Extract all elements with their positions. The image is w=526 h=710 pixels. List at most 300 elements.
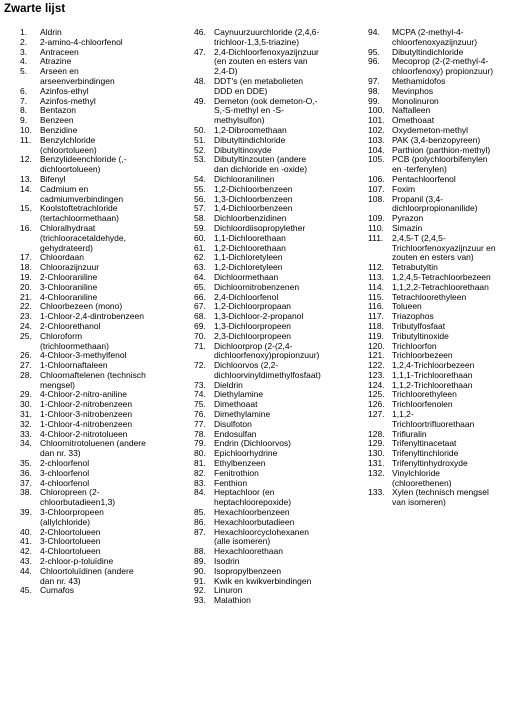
item-number: 120. bbox=[368, 340, 385, 351]
item-number: 4. bbox=[20, 56, 28, 67]
list-item bbox=[20, 586, 192, 596]
item-text: Fenthion bbox=[214, 477, 248, 488]
list-item bbox=[20, 224, 192, 253]
list-item bbox=[20, 136, 192, 156]
item-number: 81. bbox=[194, 458, 206, 469]
list-item bbox=[20, 488, 192, 508]
item-text: Chloorbezeen (mono) bbox=[40, 301, 123, 312]
item-text: PCB (polychloorbifenylen en -terfenylen) bbox=[392, 154, 488, 175]
item-text: Dimethylamine bbox=[214, 409, 271, 420]
item-text: Chloralhydraat (trichlooracetaldehyde, gehydrateerd) bbox=[40, 222, 126, 253]
item-text: Heptachloor (en heptachloorepoxide) bbox=[214, 487, 292, 508]
item-number: 102. bbox=[368, 124, 385, 135]
item-number: 87. bbox=[194, 526, 206, 537]
item-text: 2-amino-4-chloorfenol bbox=[40, 36, 123, 47]
item-number: 117. bbox=[368, 311, 384, 322]
item-text: 1,1,2,2-Tetrachloorethaan bbox=[392, 281, 489, 292]
item-text: Benzylchloride (chloortolueen) bbox=[40, 134, 97, 155]
item-text: 2-Chlooraniline bbox=[40, 271, 98, 282]
item-text: Trichloorbezeen bbox=[392, 350, 453, 361]
item-text: 4-chloorfenol bbox=[40, 477, 90, 488]
item-number: 14. bbox=[20, 183, 32, 194]
item-text: Endrin (Dichloorvos) bbox=[214, 438, 291, 449]
item-text: MCPA (2-methyl-4- chloorfenoxyazijnzuur) bbox=[392, 27, 478, 47]
item-text: Simazin bbox=[392, 222, 423, 233]
item-text: 4-Chloortolueen bbox=[40, 546, 101, 557]
item-number: 8. bbox=[20, 105, 28, 116]
item-text: Trichloorfon bbox=[392, 340, 437, 351]
list-item bbox=[368, 410, 524, 430]
item-text: Chloornaftelenen (technisch mengsel) bbox=[40, 369, 146, 390]
item-text: Ethylbenzeen bbox=[214, 458, 266, 469]
list-item bbox=[20, 508, 192, 528]
item-number: 36. bbox=[20, 467, 32, 478]
item-number: 80. bbox=[194, 448, 206, 459]
item-number: 129. bbox=[368, 438, 385, 449]
item-number: 20. bbox=[20, 281, 32, 292]
item-text: Hexachloorethaan bbox=[214, 546, 283, 557]
item-number: 67. bbox=[194, 301, 206, 312]
item-text: 1-Chloor-2,4-dintrobenzeen bbox=[40, 311, 144, 322]
item-text: Azinfos-methyl bbox=[40, 95, 96, 106]
item-text: 1,2-Dichloorethaan bbox=[214, 242, 286, 253]
item-number: 35. bbox=[20, 458, 32, 469]
item-text: Trifenyltinacetaat bbox=[392, 438, 457, 449]
item-number: 10. bbox=[20, 124, 32, 135]
item-number: 123. bbox=[368, 369, 385, 380]
item-number: 79. bbox=[194, 438, 206, 449]
item-text: Demeton (ook demeton-O,- S,-S-methyl en -S- methylsulfon) bbox=[214, 95, 318, 126]
item-text: Tributylfosfaat bbox=[392, 320, 446, 331]
item-text: Arseen en arseenverbindingen bbox=[40, 66, 115, 86]
item-number: 15. bbox=[20, 203, 32, 214]
item-number: 127. bbox=[368, 409, 385, 420]
list-item bbox=[20, 439, 192, 459]
item-text: Dibutyltindichloride bbox=[214, 134, 286, 145]
item-number: 9. bbox=[20, 115, 28, 126]
list-item bbox=[20, 371, 192, 391]
item-number: 109. bbox=[368, 213, 385, 224]
list-column-1 bbox=[20, 28, 192, 596]
item-number: 99. bbox=[368, 95, 380, 106]
item-text: 1,1,2-Trichloorethaan bbox=[392, 379, 473, 390]
item-number: 133. bbox=[368, 487, 385, 498]
item-number: 72. bbox=[194, 360, 206, 371]
item-text: Naftalleen bbox=[392, 105, 431, 116]
item-number: 2. bbox=[20, 36, 28, 47]
item-text: Dibutyltinoxyde bbox=[214, 144, 272, 155]
item-text: Chloordaan bbox=[40, 252, 84, 263]
item-number: 62. bbox=[194, 252, 206, 263]
item-text: Benzidine bbox=[40, 124, 78, 135]
page-title: Zwarte lijst bbox=[4, 3, 66, 15]
item-text: Monolinuron bbox=[392, 95, 439, 106]
item-text: Kwik en kwikverbindingen bbox=[214, 575, 312, 586]
item-text: 1-Chloor-3-nitrobenzeen bbox=[40, 409, 133, 420]
item-text: 1,1-Dichloorethaan bbox=[214, 232, 286, 243]
item-text: DDT's (en metabolieten DDD en DDE) bbox=[214, 75, 304, 96]
item-text: Chloornitrotoluenen (andere dan nr. 33) bbox=[40, 438, 146, 459]
item-number: 122. bbox=[368, 360, 385, 371]
list-item bbox=[368, 195, 524, 215]
item-number: 116. bbox=[368, 301, 384, 312]
list-item bbox=[20, 185, 192, 205]
item-text: Chloortoluïdinen (andere dan nr. 43) bbox=[40, 565, 134, 586]
item-number: 130. bbox=[368, 448, 385, 459]
item-number: 118. bbox=[368, 320, 384, 331]
item-text: 4-Chlooraniline bbox=[40, 291, 98, 302]
item-text: Chloropreen (2- chloorbutadieen1,3) bbox=[40, 487, 116, 508]
item-text: Tetrabutyltin bbox=[392, 262, 438, 273]
item-number: 38. bbox=[20, 487, 32, 498]
list-item bbox=[20, 204, 192, 224]
item-text: 1,2-Dichloorbenzeen bbox=[214, 183, 293, 194]
item-text: 1,1,2- Trichloortrifluorethaan bbox=[392, 409, 475, 429]
item-number: 113. bbox=[368, 271, 384, 282]
item-number: 70. bbox=[194, 330, 206, 341]
item-text: Trifenyltinhydroxyde bbox=[392, 458, 468, 469]
list-item bbox=[194, 48, 366, 77]
item-number: 55. bbox=[194, 183, 206, 194]
item-number: 49. bbox=[194, 95, 206, 106]
item-number: 101. bbox=[368, 115, 385, 126]
item-text: Mevinphos bbox=[392, 85, 434, 96]
list-item bbox=[194, 342, 366, 362]
item-number: 31. bbox=[20, 409, 32, 420]
item-text: 1,2-Dichloretyleen bbox=[214, 262, 283, 273]
item-number: 37. bbox=[20, 477, 32, 488]
item-number: 106. bbox=[368, 173, 385, 184]
item-text: 2-chloor-p-toluïdine bbox=[40, 556, 114, 567]
item-number: 132. bbox=[368, 467, 385, 478]
item-number: 95. bbox=[368, 46, 380, 57]
item-number: 48. bbox=[194, 75, 206, 86]
item-number: 12. bbox=[20, 154, 32, 165]
item-text: 1,1,1-Trichloorethaan bbox=[392, 369, 473, 380]
item-text: Dieldrin bbox=[214, 379, 243, 390]
item-text: 2,4,5-T (2,4,5- Trichloorfenoxyazijnzuur en zouten en esters van) bbox=[392, 232, 496, 263]
item-number: 111. bbox=[368, 232, 384, 243]
item-text: Hexachloorbutadieen bbox=[214, 516, 295, 527]
item-text: Chloroform (trichloormethaan) bbox=[40, 330, 109, 351]
item-text: Epichloorhydrine bbox=[214, 448, 278, 459]
item-number: 3. bbox=[20, 46, 28, 57]
item-number: 60. bbox=[194, 232, 206, 243]
item-text: 1,2-Dichloorpropaan bbox=[214, 301, 292, 312]
item-text: Xylen (technisch mengsel van isomeren) bbox=[392, 487, 489, 508]
item-number: 115. bbox=[368, 291, 384, 302]
item-text: 1,3-Dichloor-2-propanol bbox=[214, 311, 304, 322]
list-item bbox=[368, 28, 524, 48]
item-text: Parthion (parthion-methyl) bbox=[392, 144, 491, 155]
item-text: 1-Chloornaftaleen bbox=[40, 360, 108, 371]
item-number: 1. bbox=[20, 27, 28, 37]
item-number: 69. bbox=[194, 320, 206, 331]
item-text: 1,2-Dibroomethaan bbox=[214, 124, 287, 135]
item-text: Dimethoaat bbox=[214, 399, 258, 410]
list-item bbox=[20, 67, 192, 87]
item-text: Vinylchloride (chloorethenen) bbox=[392, 467, 452, 488]
item-number: 30. bbox=[20, 399, 32, 410]
item-number: 33. bbox=[20, 428, 32, 439]
list-item bbox=[194, 77, 366, 97]
item-number: 57. bbox=[194, 203, 206, 214]
item-text: Diethylamine bbox=[214, 389, 264, 400]
item-number: 83. bbox=[194, 477, 206, 488]
list-item bbox=[194, 361, 366, 381]
list-item bbox=[194, 155, 366, 175]
item-number: 61. bbox=[194, 242, 206, 253]
item-text: Dibutyltindichloride bbox=[392, 46, 464, 57]
item-number: 78. bbox=[194, 428, 206, 439]
item-text: Benzeen bbox=[40, 115, 74, 126]
item-text: Aldrin bbox=[40, 27, 62, 37]
list-item bbox=[20, 332, 192, 352]
item-text: Dichloorprop (2-(2,4- dichloorfenoxy)propionzuur) bbox=[214, 340, 320, 361]
item-text: Propanil (3,4- dichloorpropionanilide) bbox=[392, 193, 478, 214]
item-number: 27. bbox=[20, 360, 32, 371]
item-text: Chloorazijnzuur bbox=[40, 262, 100, 273]
item-number: 50. bbox=[194, 124, 206, 135]
item-text: 1,3-Dichloorpropeen bbox=[214, 320, 292, 331]
item-number: 104. bbox=[368, 144, 385, 155]
list-item bbox=[194, 488, 366, 508]
item-number: 47. bbox=[194, 46, 206, 57]
item-number: 107. bbox=[368, 183, 385, 194]
item-number: 92. bbox=[194, 585, 206, 596]
item-number: 51. bbox=[194, 134, 206, 145]
item-number: 121. bbox=[368, 350, 385, 361]
item-number: 26. bbox=[20, 350, 32, 361]
item-text: Dichloordiisopropylether bbox=[214, 222, 306, 233]
item-number: 65. bbox=[194, 281, 206, 292]
item-number: 63. bbox=[194, 262, 206, 273]
item-text: 2-chloorfenol bbox=[40, 458, 90, 469]
item-text: Atrazine bbox=[40, 56, 72, 67]
list-item bbox=[20, 567, 192, 587]
item-text: Dichloorvos (2,2- dichloorvinyldimethylfosfaat) bbox=[214, 360, 321, 380]
list-item bbox=[194, 97, 366, 126]
item-text: Oxydemeton-methyl bbox=[392, 124, 469, 135]
item-text: Trifluralin bbox=[392, 428, 427, 439]
item-text: Dichloormethaan bbox=[214, 271, 279, 282]
item-text: 1-Chloor-2-nitrobenzeen bbox=[40, 399, 133, 410]
item-number: 17. bbox=[20, 252, 32, 263]
item-text: Omethoaat bbox=[392, 115, 435, 126]
item-number: 45. bbox=[20, 585, 32, 596]
item-text: 2-Chloorethanol bbox=[40, 320, 101, 331]
item-number: 84. bbox=[194, 487, 206, 498]
item-number: 59. bbox=[194, 222, 206, 233]
item-number: 23. bbox=[20, 311, 32, 322]
list-item bbox=[194, 28, 366, 48]
item-text: Bifenyl bbox=[40, 173, 66, 184]
item-number: 93. bbox=[194, 595, 206, 606]
item-text: Cumafos bbox=[40, 585, 75, 596]
item-text: Tributyltinoxide bbox=[392, 330, 449, 341]
item-number: 46. bbox=[194, 27, 206, 37]
item-text: Trichloorethyleen bbox=[392, 389, 457, 400]
item-number: 71. bbox=[194, 340, 206, 351]
item-number: 39. bbox=[20, 507, 32, 518]
item-text: 2,4-Dichloorfenoxyazijnzuur (en zouten en esters van 2,4-D) bbox=[214, 46, 319, 77]
item-number: 86. bbox=[194, 516, 206, 527]
item-number: 68. bbox=[194, 311, 206, 322]
list-item bbox=[368, 469, 524, 489]
item-number: 77. bbox=[194, 418, 206, 429]
item-number: 40. bbox=[20, 526, 32, 537]
list-column-2 bbox=[194, 28, 366, 606]
item-number: 74. bbox=[194, 389, 206, 400]
item-number: 85. bbox=[194, 507, 206, 518]
item-number: 54. bbox=[194, 173, 206, 184]
item-number: 66. bbox=[194, 291, 206, 302]
item-text: Malathion bbox=[214, 595, 251, 606]
item-number: 125. bbox=[368, 389, 385, 400]
item-number: 131. bbox=[368, 458, 385, 469]
item-number: 100. bbox=[368, 105, 385, 116]
item-number: 128. bbox=[368, 428, 385, 439]
item-text: 2,3-Dichloorpropeen bbox=[214, 330, 292, 341]
item-text: 4-Chloor-3-methylfenol bbox=[40, 350, 127, 361]
item-number: 41. bbox=[20, 536, 32, 547]
item-number: 114. bbox=[368, 281, 384, 292]
list-column-3 bbox=[368, 28, 524, 508]
item-number: 98. bbox=[368, 85, 380, 96]
list-item bbox=[194, 528, 366, 548]
item-number: 16. bbox=[20, 222, 32, 233]
list-item bbox=[20, 155, 192, 175]
item-text: Dichlooranilinen bbox=[214, 173, 275, 184]
item-number: 43. bbox=[20, 556, 32, 567]
item-number: 5. bbox=[20, 66, 28, 77]
item-text: Dibutyltinzouten (andere dan dichloride en -oxide) bbox=[214, 154, 308, 175]
item-number: 7. bbox=[20, 95, 28, 106]
item-text: Antraceen bbox=[40, 46, 79, 57]
item-text: 3-chloorfenol bbox=[40, 467, 90, 478]
list-item bbox=[368, 488, 524, 508]
list-item bbox=[368, 234, 524, 263]
item-text: 1,1-Dichloretyleen bbox=[214, 252, 283, 263]
item-number: 25. bbox=[20, 330, 32, 341]
item-text: 1-Chloor-4-nitrobenzeen bbox=[40, 418, 133, 429]
item-text: 2-Chloortolueen bbox=[40, 526, 101, 537]
item-number: 112. bbox=[368, 262, 384, 273]
item-number: 96. bbox=[368, 56, 380, 67]
item-text: Azinfos-ethyl bbox=[40, 85, 89, 96]
item-text: Benzylideenchloride (,- dichloortolueen) bbox=[40, 154, 127, 175]
item-text: Trichloorfenolen bbox=[392, 399, 453, 410]
item-text: 1,2,4-Trichloorbezeen bbox=[392, 360, 475, 371]
item-text: 4-Chloor-2-nitrotolueen bbox=[40, 428, 128, 439]
item-number: 21. bbox=[20, 291, 32, 302]
item-text: Dichloornitrobenzenen bbox=[214, 281, 300, 292]
item-number: 6. bbox=[20, 85, 28, 96]
item-text: Endosulfan bbox=[214, 428, 257, 439]
item-number: 124. bbox=[368, 379, 385, 390]
item-number: 13. bbox=[20, 173, 32, 184]
item-number: 75. bbox=[194, 399, 206, 410]
item-number: 97. bbox=[368, 75, 380, 86]
item-number: 44. bbox=[20, 565, 32, 576]
item-text: Dichloorbenzidinen bbox=[214, 213, 287, 224]
item-text: 3-Chlooraniline bbox=[40, 281, 98, 292]
list-item bbox=[368, 57, 524, 77]
item-text: Tetrachloorethyleen bbox=[392, 291, 467, 302]
item-text: Bentazon bbox=[40, 105, 76, 116]
item-number: 90. bbox=[194, 565, 206, 576]
item-text: 4-Chloor-2-nitro-aniline bbox=[40, 389, 127, 400]
item-number: 22. bbox=[20, 301, 32, 312]
item-number: 126. bbox=[368, 399, 385, 410]
item-number: 105. bbox=[368, 154, 385, 165]
item-text: Koolstoftetrachloride (tertachloormethaan) bbox=[40, 203, 119, 224]
item-text: Isodrin bbox=[214, 556, 240, 567]
item-number: 88. bbox=[194, 546, 206, 557]
item-text: Linuron bbox=[214, 585, 243, 596]
item-number: 19. bbox=[20, 271, 32, 282]
item-number: 82. bbox=[194, 467, 206, 478]
item-text: Hexachloorcyclohexanen (alle isomeren) bbox=[214, 526, 309, 547]
item-number: 53. bbox=[194, 154, 206, 165]
list-item bbox=[368, 155, 524, 175]
item-number: 29. bbox=[20, 389, 32, 400]
item-text: 1,4-Dichloorbenzeen bbox=[214, 203, 293, 214]
item-text: 3-Chloortolueen bbox=[40, 536, 101, 547]
item-number: 52. bbox=[194, 144, 206, 155]
item-number: 76. bbox=[194, 409, 206, 420]
item-text: PAK (3,4-benzopyreen) bbox=[392, 134, 481, 145]
item-text: Triazophos bbox=[392, 311, 434, 322]
item-text: Fenitrothion bbox=[214, 467, 259, 478]
item-number: 94. bbox=[368, 27, 380, 37]
item-text: 3-Chloorpropeen (allylchloride) bbox=[40, 507, 104, 527]
item-number: 110. bbox=[368, 222, 384, 233]
item-number: 18. bbox=[20, 262, 32, 273]
item-text: Methamidofos bbox=[392, 75, 446, 86]
item-number: 28. bbox=[20, 369, 32, 380]
item-text: Isopropylbenzeen bbox=[214, 565, 282, 576]
item-text: 2,4-Dichloorfenol bbox=[214, 291, 279, 302]
item-text: Mecoprop (2-(2-methyl-4- chloorfenoxy) propionzuur) bbox=[392, 56, 494, 77]
item-text: Disulfoton bbox=[214, 418, 252, 429]
item-number: 103. bbox=[368, 134, 385, 145]
item-text: Caynuurzuurchloride (2,4,6- trichloor-1,3,5-triazine) bbox=[214, 27, 320, 47]
item-text: 1,2,4,5-Tetrachloorbezeen bbox=[392, 271, 491, 282]
item-number: 42. bbox=[20, 546, 32, 557]
item-text: Cadmium en cadmiumverbindingen bbox=[40, 183, 124, 204]
item-number: 11. bbox=[20, 134, 32, 145]
item-text: 1,3-Dichloorbenzeen bbox=[214, 193, 293, 204]
list-item bbox=[194, 596, 366, 606]
item-text: Hexachloorbenzeen bbox=[214, 507, 290, 518]
item-number: 91. bbox=[194, 575, 206, 586]
item-number: 56. bbox=[194, 193, 206, 204]
item-number: 64. bbox=[194, 271, 206, 282]
item-number: 73. bbox=[194, 379, 206, 390]
item-text: Pentachloorfenol bbox=[392, 173, 456, 184]
item-number: 89. bbox=[194, 556, 206, 567]
item-text: Trifenyltinchloride bbox=[392, 448, 459, 459]
item-number: 119. bbox=[368, 330, 384, 341]
item-text: Pyrazon bbox=[392, 213, 424, 224]
item-text: Tolueen bbox=[392, 301, 422, 312]
item-text: Foxim bbox=[392, 183, 416, 194]
item-number: 108. bbox=[368, 193, 385, 204]
item-number: 32. bbox=[20, 418, 32, 429]
item-number: 24. bbox=[20, 320, 32, 331]
item-number: 58. bbox=[194, 213, 206, 224]
